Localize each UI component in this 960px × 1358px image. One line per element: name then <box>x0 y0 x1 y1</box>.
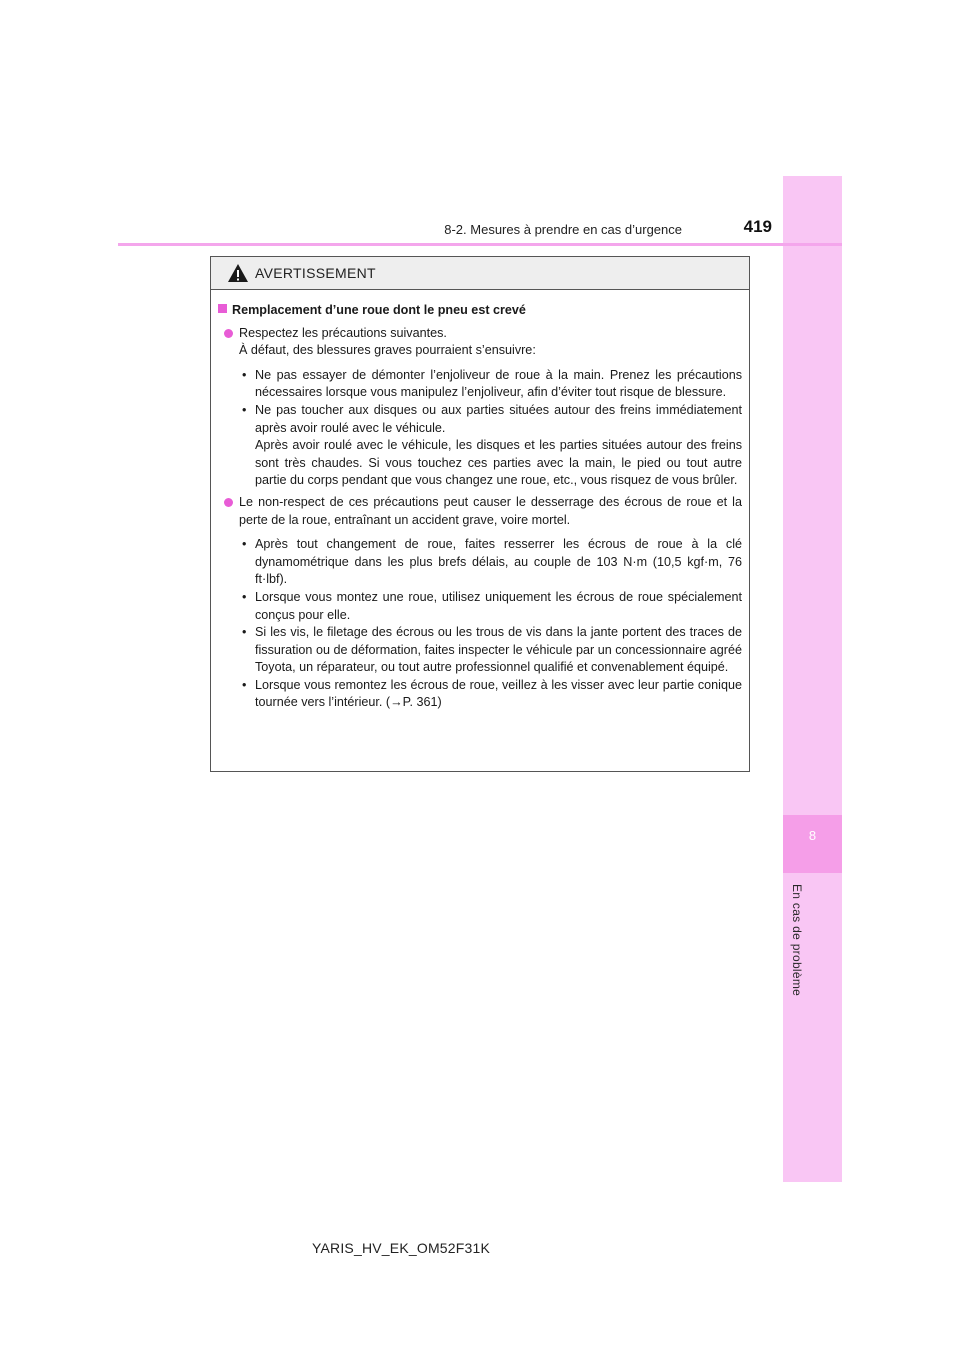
section-title: 8-2. Mesures à prendre en cas d’urgence <box>444 222 682 237</box>
list-item: • Lorsque vous montez une roue, utilisez uniquement les écrous de roue spécialement conçus pour elle. <box>242 589 742 622</box>
chapter-label: En cas de problème <box>790 884 804 997</box>
warning-header <box>211 257 749 290</box>
warning-triangle-icon <box>227 263 249 283</box>
point-2-list <box>218 536 742 712</box>
list-item-continuation: Après avoir roulé avec le véhicule, les disques et les parties situées autour des freins sont très chaudes. Si vous touchez ces parties avec la main, le pied ou tout autre partie du corps pendant que vous changez une roue, etc., vous risquez de vous brûler. <box>255 438 742 488</box>
chapter-side-tab <box>783 176 842 1182</box>
point-1-line-1: Respectez les précautions suivantes. <box>239 325 447 340</box>
warning-heading-text: Remplacement d’une roue dont le pneu est crevé <box>232 303 526 317</box>
list-item: • Si les vis, le filetage des écrous ou les trous de vis dans la jante portent des traces de fissuration ou de déformation, faites inspecter le véhicule par un concessionnaire agréé Toyota, un réparateur, ou tout autre professionnel qualifié et convenablement équipé. <box>242 625 742 675</box>
list-item: • Ne pas essayer de démonter l’enjoliveur de roue à la main. Prenez les précautions nécessaires lorsque vous manipulez l’enjoliveur, afin d’éviter tout risque de blessure. <box>242 367 742 400</box>
page-number: 419 <box>743 217 772 236</box>
warning-box <box>210 256 750 772</box>
warning-body <box>211 290 749 712</box>
warning-heading <box>218 302 742 320</box>
list-item: • Ne pas toucher aux disques ou aux parties situées autour des freins immédiatement après avoir roulé avec le véhicule. <box>242 402 742 435</box>
list-item: • Après tout changement de roue, faites resserrer les écrous de roue à la clé dynamométrique dans les plus brefs délais, au couple de 103 N·m (10,5 kgf·m, 76 ft·lbf). <box>242 537 742 587</box>
warning-title: AVERTISSEMENT <box>255 265 376 281</box>
point-1-line-2: À défaut, des blessures graves pourraient s’ensuivre: <box>239 343 536 358</box>
circle-bullet-icon <box>224 498 233 507</box>
point-1-list <box>218 367 742 490</box>
list-item: • Lorsque vous remontez les écrous de roue, veillez à les visser avec leur partie conique tournée vers l’intérieur. (→P. 361) <box>242 677 742 710</box>
point-1 <box>218 325 742 360</box>
square-bullet-icon <box>218 304 227 313</box>
chapter-number: 8 <box>808 828 817 843</box>
point-2-text: Le non-respect de ces précautions peut causer le desserrage des écrous de roue et la perte de la roue, entraînant un accident grave, voire mortel. <box>239 494 742 527</box>
document-code: YARIS_HV_EK_OM52F31K <box>312 1240 491 1256</box>
point-2 <box>218 494 742 529</box>
header-rule <box>118 243 842 246</box>
circle-bullet-icon <box>224 329 233 338</box>
chapter-number-tab <box>783 815 842 873</box>
